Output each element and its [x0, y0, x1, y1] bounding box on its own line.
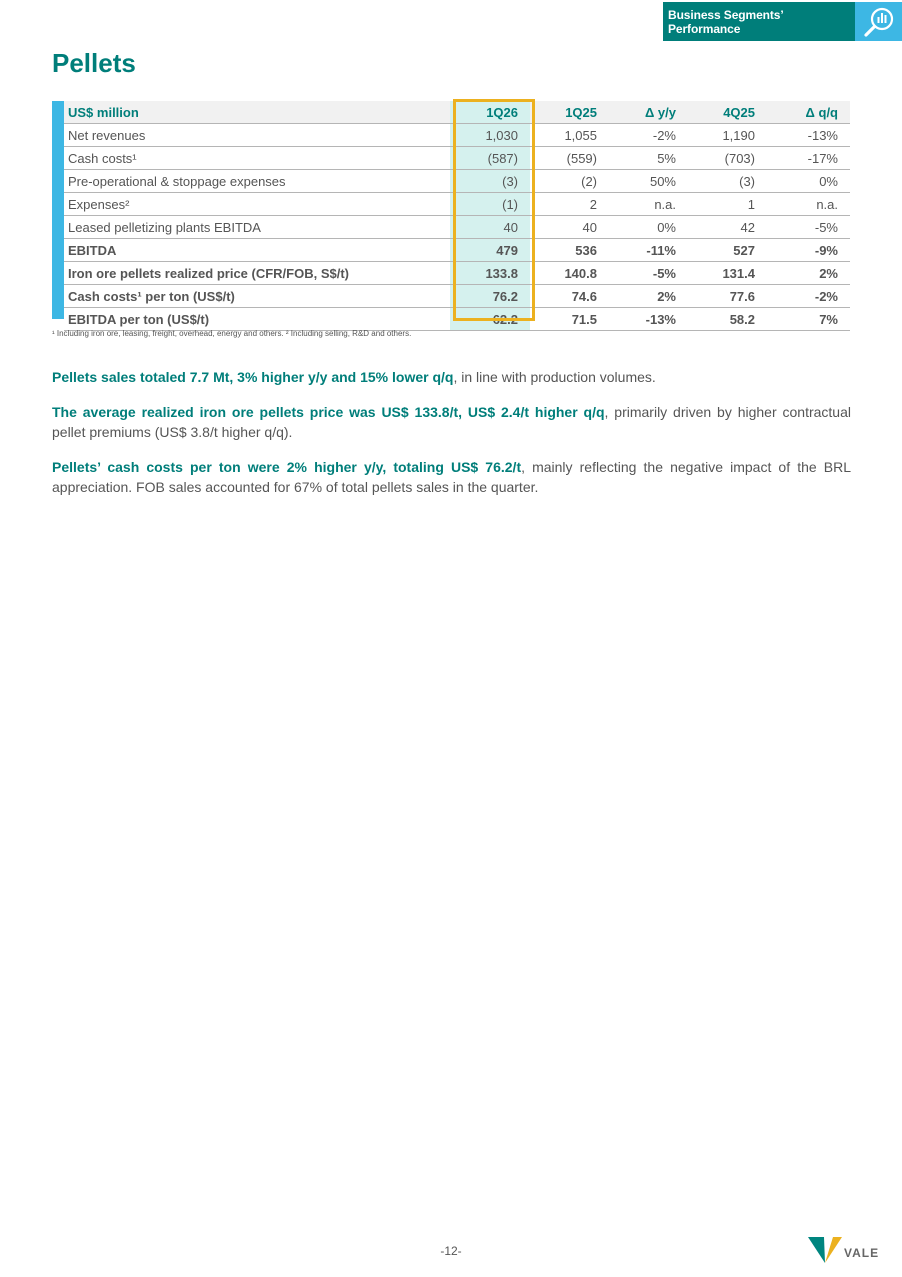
table-row [64, 308, 850, 331]
table-cell: 1,055 [530, 124, 609, 147]
paragraph-costs [52, 457, 851, 497]
table-cell: n.a. [767, 193, 850, 216]
table-row [64, 239, 850, 262]
table-cell: 2% [609, 285, 688, 308]
row-label: Iron ore pellets realized price (CFR/FOB, S$/t) [64, 262, 450, 285]
paragraph-bold: Pellets’ cash costs per ton were 2% higher y/y, totaling US$ 76.2/t [52, 459, 522, 475]
table-accent-bar [52, 101, 64, 319]
pellets-table [64, 101, 850, 331]
table-cell: 527 [688, 239, 767, 262]
table-cell: 131.4 [688, 262, 767, 285]
table-cell: 1,190 [688, 124, 767, 147]
table-cell: 2 [530, 193, 609, 216]
paragraph-text: , mainly reflecting the negative impact of the BRL appreciation. FOB sales accounted for 67% of total pellets sales in the quarter. [52, 459, 851, 495]
table-row [64, 262, 850, 285]
column-header: 1Q26 [450, 101, 530, 124]
table-cell: 42 [688, 216, 767, 239]
paragraph-sales [52, 367, 851, 387]
magnifier-chart-icon [855, 2, 902, 41]
table-cell: -9% [767, 239, 850, 262]
table-row [64, 193, 850, 216]
table-cell: 5% [609, 147, 688, 170]
section-tab [663, 2, 902, 41]
table-cell: 74.6 [530, 285, 609, 308]
logo-wordmark: VALE [844, 1246, 880, 1260]
table-cell: -11% [609, 239, 688, 262]
table-cell: (3) [450, 170, 530, 193]
table-row [64, 147, 850, 170]
table-row [64, 170, 850, 193]
table-cell: 58.2 [688, 308, 767, 331]
table-cell: -13% [609, 308, 688, 331]
table-cell: 2% [767, 262, 850, 285]
row-label: Cash costs¹ [64, 147, 450, 170]
table-cell: (703) [688, 147, 767, 170]
table-cell: (3) [688, 170, 767, 193]
row-label: Cash costs¹ per ton (US$/t) [64, 285, 450, 308]
table-row [64, 285, 850, 308]
row-label: EBITDA per ton (US$/t) [64, 308, 450, 331]
row-label: Expenses² [64, 193, 450, 216]
table-cell: -5% [767, 216, 850, 239]
column-header: Δ q/q [767, 101, 850, 124]
column-header: 4Q25 [688, 101, 767, 124]
column-header: US$ million [64, 101, 450, 124]
table-header-row [64, 101, 850, 124]
table-cell: -13% [767, 124, 850, 147]
table-cell: 0% [609, 216, 688, 239]
table-row [64, 124, 850, 147]
table-cell: -2% [609, 124, 688, 147]
table-cell: 62.2 [450, 308, 530, 331]
table-cell: 7% [767, 308, 850, 331]
row-label: Net revenues [64, 124, 450, 147]
table-cell: -2% [767, 285, 850, 308]
table-cell: 40 [450, 216, 530, 239]
table-row [64, 216, 850, 239]
section-label: Business Segments’ Performance [663, 2, 855, 41]
table-cell: (2) [530, 170, 609, 193]
table-cell: 1,030 [450, 124, 530, 147]
table-cell: 536 [530, 239, 609, 262]
page-number: -12- [440, 1244, 462, 1258]
table-cell: 76.2 [450, 285, 530, 308]
table-cell: n.a. [609, 193, 688, 216]
page-title: Pellets [52, 48, 136, 78]
column-header: Δ y/y [609, 101, 688, 124]
row-label: Leased pelletizing plants EBITDA [64, 216, 450, 239]
table-cell: 77.6 [688, 285, 767, 308]
column-header: 1Q25 [530, 101, 609, 124]
paragraph-bold: The average realized iron ore pellets price was US$ 133.8/t, US$ 2.4/t higher q/q [52, 404, 605, 420]
row-label: EBITDA [64, 239, 450, 262]
table-cell: (559) [530, 147, 609, 170]
vale-logo [808, 1234, 879, 1264]
table-cell: 479 [450, 239, 530, 262]
table-cell: -5% [609, 262, 688, 285]
table-cell: 140.8 [530, 262, 609, 285]
table-cell: 1 [688, 193, 767, 216]
table-cell: 0% [767, 170, 850, 193]
table-footnote: ¹ Including iron ore, leasing, freight, overhead, energy and others. ² Including selling, R&D and others. [52, 329, 412, 338]
table-cell: (1) [450, 193, 530, 216]
paragraph-text: , primarily driven by higher contractual pellet premiums (US$ 3.8/t higher q/q). [52, 404, 851, 440]
table-cell: 71.5 [530, 308, 609, 331]
paragraph-bold: Pellets sales totaled 7.7 Mt, 3% higher y/y and 15% lower q/q [52, 369, 454, 385]
row-label: Pre-operational & stoppage expenses [64, 170, 450, 193]
vale-logo-icon [808, 1234, 842, 1264]
table-cell: 40 [530, 216, 609, 239]
table-cell: 50% [609, 170, 688, 193]
table-cell: 133.8 [450, 262, 530, 285]
table-cell: (587) [450, 147, 530, 170]
table-cell: -17% [767, 147, 850, 170]
paragraph-price [52, 402, 851, 442]
paragraph-text: , in line with production volumes. [453, 369, 656, 385]
